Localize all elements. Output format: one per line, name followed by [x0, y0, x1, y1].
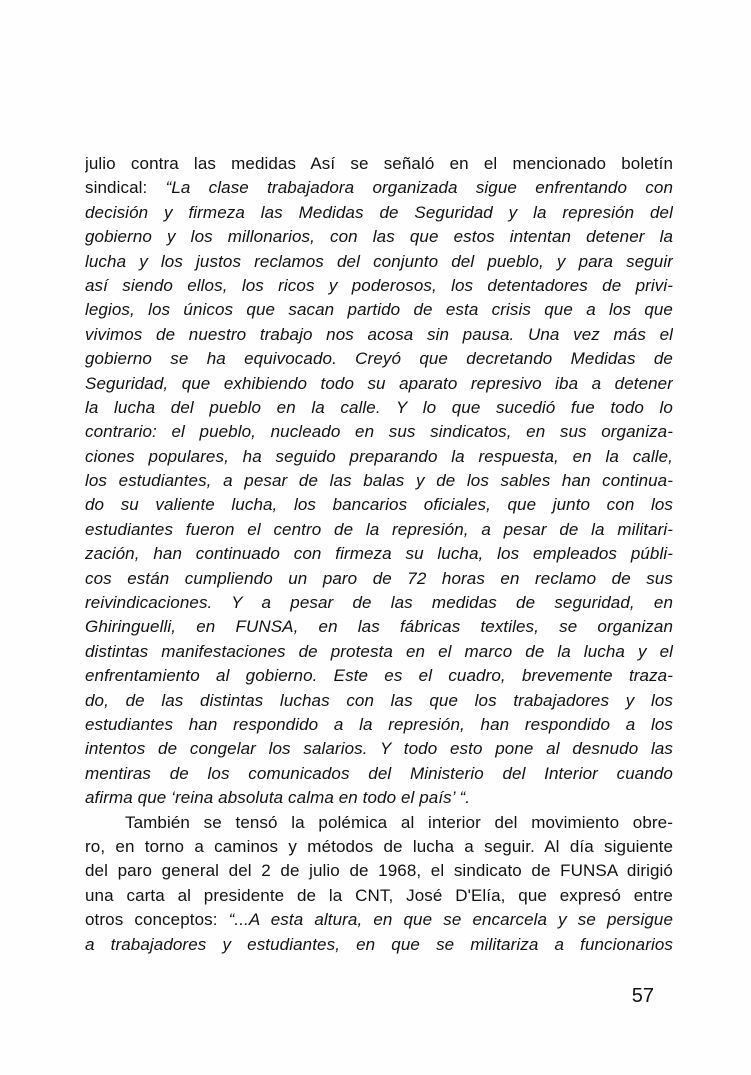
text-line — [85, 347, 673, 371]
quoted-text-segment: los estudiantes, a pesar de las balas y de los sables han continua- — [85, 471, 673, 491]
quoted-text-segment: estudiantes fueron el centro de la represión, a pesar de la militari- — [85, 519, 673, 539]
text-line — [85, 591, 673, 615]
quoted-text-segment: afirma que ‘reina absoluta calma en todo el país’ “. — [85, 788, 471, 808]
quoted-text-segment: vivimos de nuestro trabajo nos acosa sin pausa. Una vez más el — [85, 324, 673, 344]
quoted-text-segment: mentiras de los comunicados del Ministerio del Interior cuando — [85, 763, 673, 783]
text-line — [85, 762, 673, 786]
text-line — [85, 225, 673, 249]
text-line — [85, 250, 673, 274]
text-line — [85, 859, 673, 883]
text-line — [85, 372, 673, 396]
text-segment: También se tensó la polémica al interior del movimiento obre- — [125, 812, 673, 832]
text-line — [85, 152, 673, 176]
text-line — [85, 689, 673, 713]
text-line — [85, 298, 673, 322]
text-line — [85, 786, 673, 810]
text-line — [85, 542, 673, 566]
text-line — [85, 811, 673, 835]
text-line — [85, 615, 673, 639]
quoted-text-segment: “La clase trabajadora organizada sigue enfrentando con — [165, 178, 673, 198]
text-line — [85, 908, 673, 932]
text-segment: julio contra las medidas Así se señaló en el mencionado boletín — [85, 154, 673, 173]
quoted-text-segment: reivindicaciones. Y a pesar de las medidas de seguridad, en — [85, 593, 673, 613]
quoted-text-segment: Seguridad, que exhibiendo todo su aparato represivo iba a detener — [85, 373, 673, 393]
text-line — [85, 176, 673, 200]
text-line — [85, 664, 673, 688]
text-line — [85, 493, 673, 517]
text-line — [85, 274, 673, 298]
quoted-text-segment: estudiantes han respondido a la represión, han respondido a los — [85, 714, 673, 734]
quoted-text-segment: enfrentamiento al gobierno. Este es el cuadro, brevemente traza- — [85, 666, 673, 686]
text-line — [85, 469, 673, 493]
quoted-text-segment: así siendo ellos, los ricos y poderosos, los detentadores de privi- — [85, 275, 673, 295]
quoted-text-segment: distintas manifestaciones de protesta en el marco de la lucha y el — [85, 641, 673, 661]
quoted-text-segment: lucha y los justos reclamos del conjunto del pueblo, y para seguir — [85, 251, 673, 271]
text-segment: sindical: — [85, 178, 166, 198]
text-line — [85, 737, 673, 761]
body-text-block — [85, 152, 673, 957]
quoted-text-segment: contrario: el pueblo, nucleado en sus sindicatos, en sus organiza- — [85, 422, 673, 442]
text-line — [85, 640, 673, 664]
text-line — [85, 835, 673, 859]
quoted-text-segment: la lucha del pueblo en la calle. Y lo que sucedió fue todo lo — [85, 397, 673, 417]
quoted-text-segment: legios, los únicos que sacan partido de esta crisis que a los que — [85, 300, 673, 320]
quoted-text-segment: gobierno y los millonarios, con las que estos intentan detener la — [85, 227, 673, 247]
quoted-text-segment: “...A esta altura, en que se encarcela y se persigue — [228, 910, 673, 930]
quoted-text-segment: intentos de congelar los salarios. Y todo esto pone al desnudo las — [85, 739, 673, 759]
text-line — [85, 713, 673, 737]
text-line — [85, 323, 673, 347]
quoted-text-segment: do, de las distintas luchas con las que los trabajadores y los — [85, 690, 673, 710]
quoted-text-segment: ciones populares, ha seguido preparando la respuesta, en la calle, — [85, 446, 673, 466]
page-number: 57 — [631, 985, 654, 1007]
text-segment: otros conceptos: — [85, 910, 229, 930]
text-segment: una carta al presidente de la CNT, José D'Elía, que expresó entre — [85, 885, 673, 905]
quoted-text-segment: a trabajadores y estudiantes, en que se militariza a funcionarios — [85, 934, 673, 954]
text-line — [85, 396, 673, 420]
text-line — [85, 201, 673, 225]
quoted-text-segment: zación, han continuado con firmeza su lucha, los empleados públi- — [85, 544, 673, 564]
text-line — [85, 518, 673, 542]
text-line — [85, 884, 673, 908]
text-line — [85, 420, 673, 444]
text-line — [85, 445, 673, 469]
text-line — [85, 567, 673, 591]
text-segment: ro, en torno a caminos y métodos de lucha a seguir. Al día siguiente — [85, 836, 673, 856]
quoted-text-segment: do su valiente lucha, los bancarios oficiales, que junto con los — [85, 495, 673, 515]
quoted-text-segment: gobierno se ha equivocado. Creyó que decretando Medidas de — [85, 349, 673, 369]
quoted-text-segment: cos están cumpliendo un paro de 72 horas en reclamo de sus — [85, 568, 673, 588]
text-segment: del paro general del 2 de julio de 1968, el sindicato de FUNSA dirigió — [85, 861, 673, 881]
text-line — [85, 933, 673, 957]
quoted-text-segment: Ghiringuelli, en FUNSA, en las fábricas textiles, se organizan — [85, 617, 673, 637]
quoted-text-segment: decisión y firmeza las Medidas de Seguridad y la represión del — [85, 202, 673, 222]
